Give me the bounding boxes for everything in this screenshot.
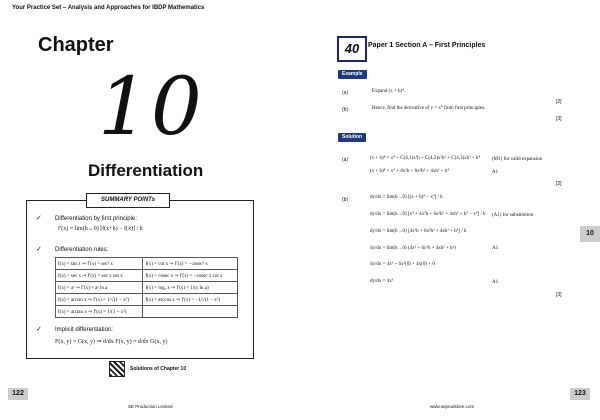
table-row bbox=[56, 258, 238, 270]
footer-left: SE Production Limited bbox=[128, 404, 173, 409]
solution-label: Solution bbox=[338, 133, 366, 142]
implicit-formula: F(x, y) = G(x, y) ⇒ d/dx F(x, y) = d/dx G(x, y) bbox=[55, 339, 168, 345]
solution-b-note: (A1) for substitution bbox=[492, 213, 534, 218]
solution-part-a: (a) bbox=[342, 157, 349, 163]
check-icon: ✓ bbox=[36, 326, 42, 333]
solution-a-note: A1 bbox=[492, 170, 499, 175]
chapter-side-tab: 10 bbox=[580, 226, 600, 242]
chapter-title: Differentiation bbox=[88, 161, 204, 180]
solution-a-line: (x + h)⁴ = x⁴ + C(4,1)x³h + C(4,2)x²h² + C(4,3)xh³ + h⁴ bbox=[370, 156, 481, 161]
example-marks-b: [3] bbox=[556, 116, 562, 122]
chapter-badge: 40 bbox=[337, 36, 367, 62]
page-number-left: 122 bbox=[8, 388, 28, 400]
solution-b-marks: [3] bbox=[556, 292, 562, 298]
section-heading: Paper 1 Section A – First Principles bbox=[368, 42, 486, 49]
rule-cell: f(x) = sec x ⇒ f′(x) = sec x tan x bbox=[56, 270, 143, 282]
chapter-label: Chapter bbox=[38, 34, 114, 56]
table-row bbox=[56, 282, 238, 294]
footer-right: www.seprodstore.com bbox=[430, 404, 475, 409]
rule-cell bbox=[143, 306, 238, 318]
rule-cell: f(x) = arccos x ⇒ f′(x) = −1/√(1 − x²) bbox=[143, 294, 238, 306]
solution-b-line: dy/dx = lim(h→0) [4x³h + 6x²h² + 4xh³ + h⁴] / h bbox=[370, 229, 467, 234]
solution-a-marks: [2] bbox=[556, 181, 562, 187]
table-row bbox=[56, 306, 238, 318]
example-marks-a: [2] bbox=[556, 99, 562, 105]
example-part-b: (b) bbox=[342, 107, 349, 113]
example-text-b: Hence, find the derivative of y = x⁴ from first principles. bbox=[372, 106, 486, 111]
solutions-link[interactable]: Solutions of Chapter 10 bbox=[130, 366, 187, 372]
page-number-right: 123 bbox=[570, 388, 590, 400]
solution-b-line: dy/dx = 4x³ + 6x²(0) + 4x(0) + 0 bbox=[370, 262, 435, 267]
rule-cell: f(x) = cosec x ⇒ f′(x) = −cosec x cot x bbox=[143, 270, 238, 282]
solution-b-line: dy/dx = lim(h→0) (4x³ + 6x²h + 4xh² + h³) bbox=[370, 246, 456, 251]
bullet-rules: Differentiation rules: bbox=[55, 247, 109, 253]
rule-cell: f(x) = arcsin x ⇒ f′(x) = 1/√(1 − x²) bbox=[56, 294, 143, 306]
example-label: Example bbox=[338, 70, 367, 79]
rules-table bbox=[55, 257, 238, 318]
summary-tag: SUMMARY POINTs bbox=[86, 193, 170, 208]
bullet-implicit: Implicit differentiation: bbox=[55, 327, 113, 333]
solution-b-line: dy/dx = lim(h→0) [x⁴ + 4x³h + 6x²h² + 4xh³ + h⁴ − x⁴] / h bbox=[370, 212, 486, 217]
qr-code-icon[interactable] bbox=[109, 361, 125, 377]
book-title: Your Practice Set – Analysis and Approaches for IBDP Mathematics bbox=[12, 5, 205, 11]
solution-b-line: dy/dx = lim(h→0) [(x + h)⁴ − x⁴] / h bbox=[370, 195, 443, 200]
solution-b-line: dy/dx = 4x³ bbox=[370, 279, 394, 284]
solution-part-b: (b) bbox=[342, 197, 349, 203]
example-text-a: Expand (x + h)⁴. bbox=[372, 89, 406, 94]
rule-cell: f(x) = arctan x ⇒ f′(x) = 1/(1 + x²) bbox=[56, 306, 143, 318]
table-row bbox=[56, 270, 238, 282]
rule-cell: f(x) = aˣ ⇒ f′(x) = aˣ ln a bbox=[56, 282, 143, 294]
solution-b-note: A1 bbox=[492, 280, 499, 285]
solution-a-line: (x + h)⁴ = x⁴ + 4x³h + 6x²h² + 4xh³ + h⁴ bbox=[370, 169, 449, 174]
example-part-a: (a) bbox=[342, 90, 349, 96]
check-icon: ✓ bbox=[36, 246, 42, 253]
first-principle-formula: f′(x) = lim(h→0) [f(x+h) − f(x)] / h bbox=[58, 226, 143, 232]
solution-b-note: A1 bbox=[492, 246, 499, 251]
rule-cell: f(x) = cot x ⇒ f′(x) = −cosec² x bbox=[143, 258, 238, 270]
check-icon: ✓ bbox=[36, 215, 42, 222]
rule-cell: f(x) = tan x ⇒ f′(x) = sec² x bbox=[56, 258, 143, 270]
chapter-number: 10 bbox=[98, 60, 204, 153]
table-row bbox=[56, 294, 238, 306]
solution-a-note: (M1) for valid expansion bbox=[492, 157, 543, 162]
rule-cell: f(x) = logₐ x ⇒ f′(x) = 1/(x ln a) bbox=[143, 282, 238, 294]
bullet-first-principle: Differentiation by first principle: bbox=[55, 216, 137, 222]
